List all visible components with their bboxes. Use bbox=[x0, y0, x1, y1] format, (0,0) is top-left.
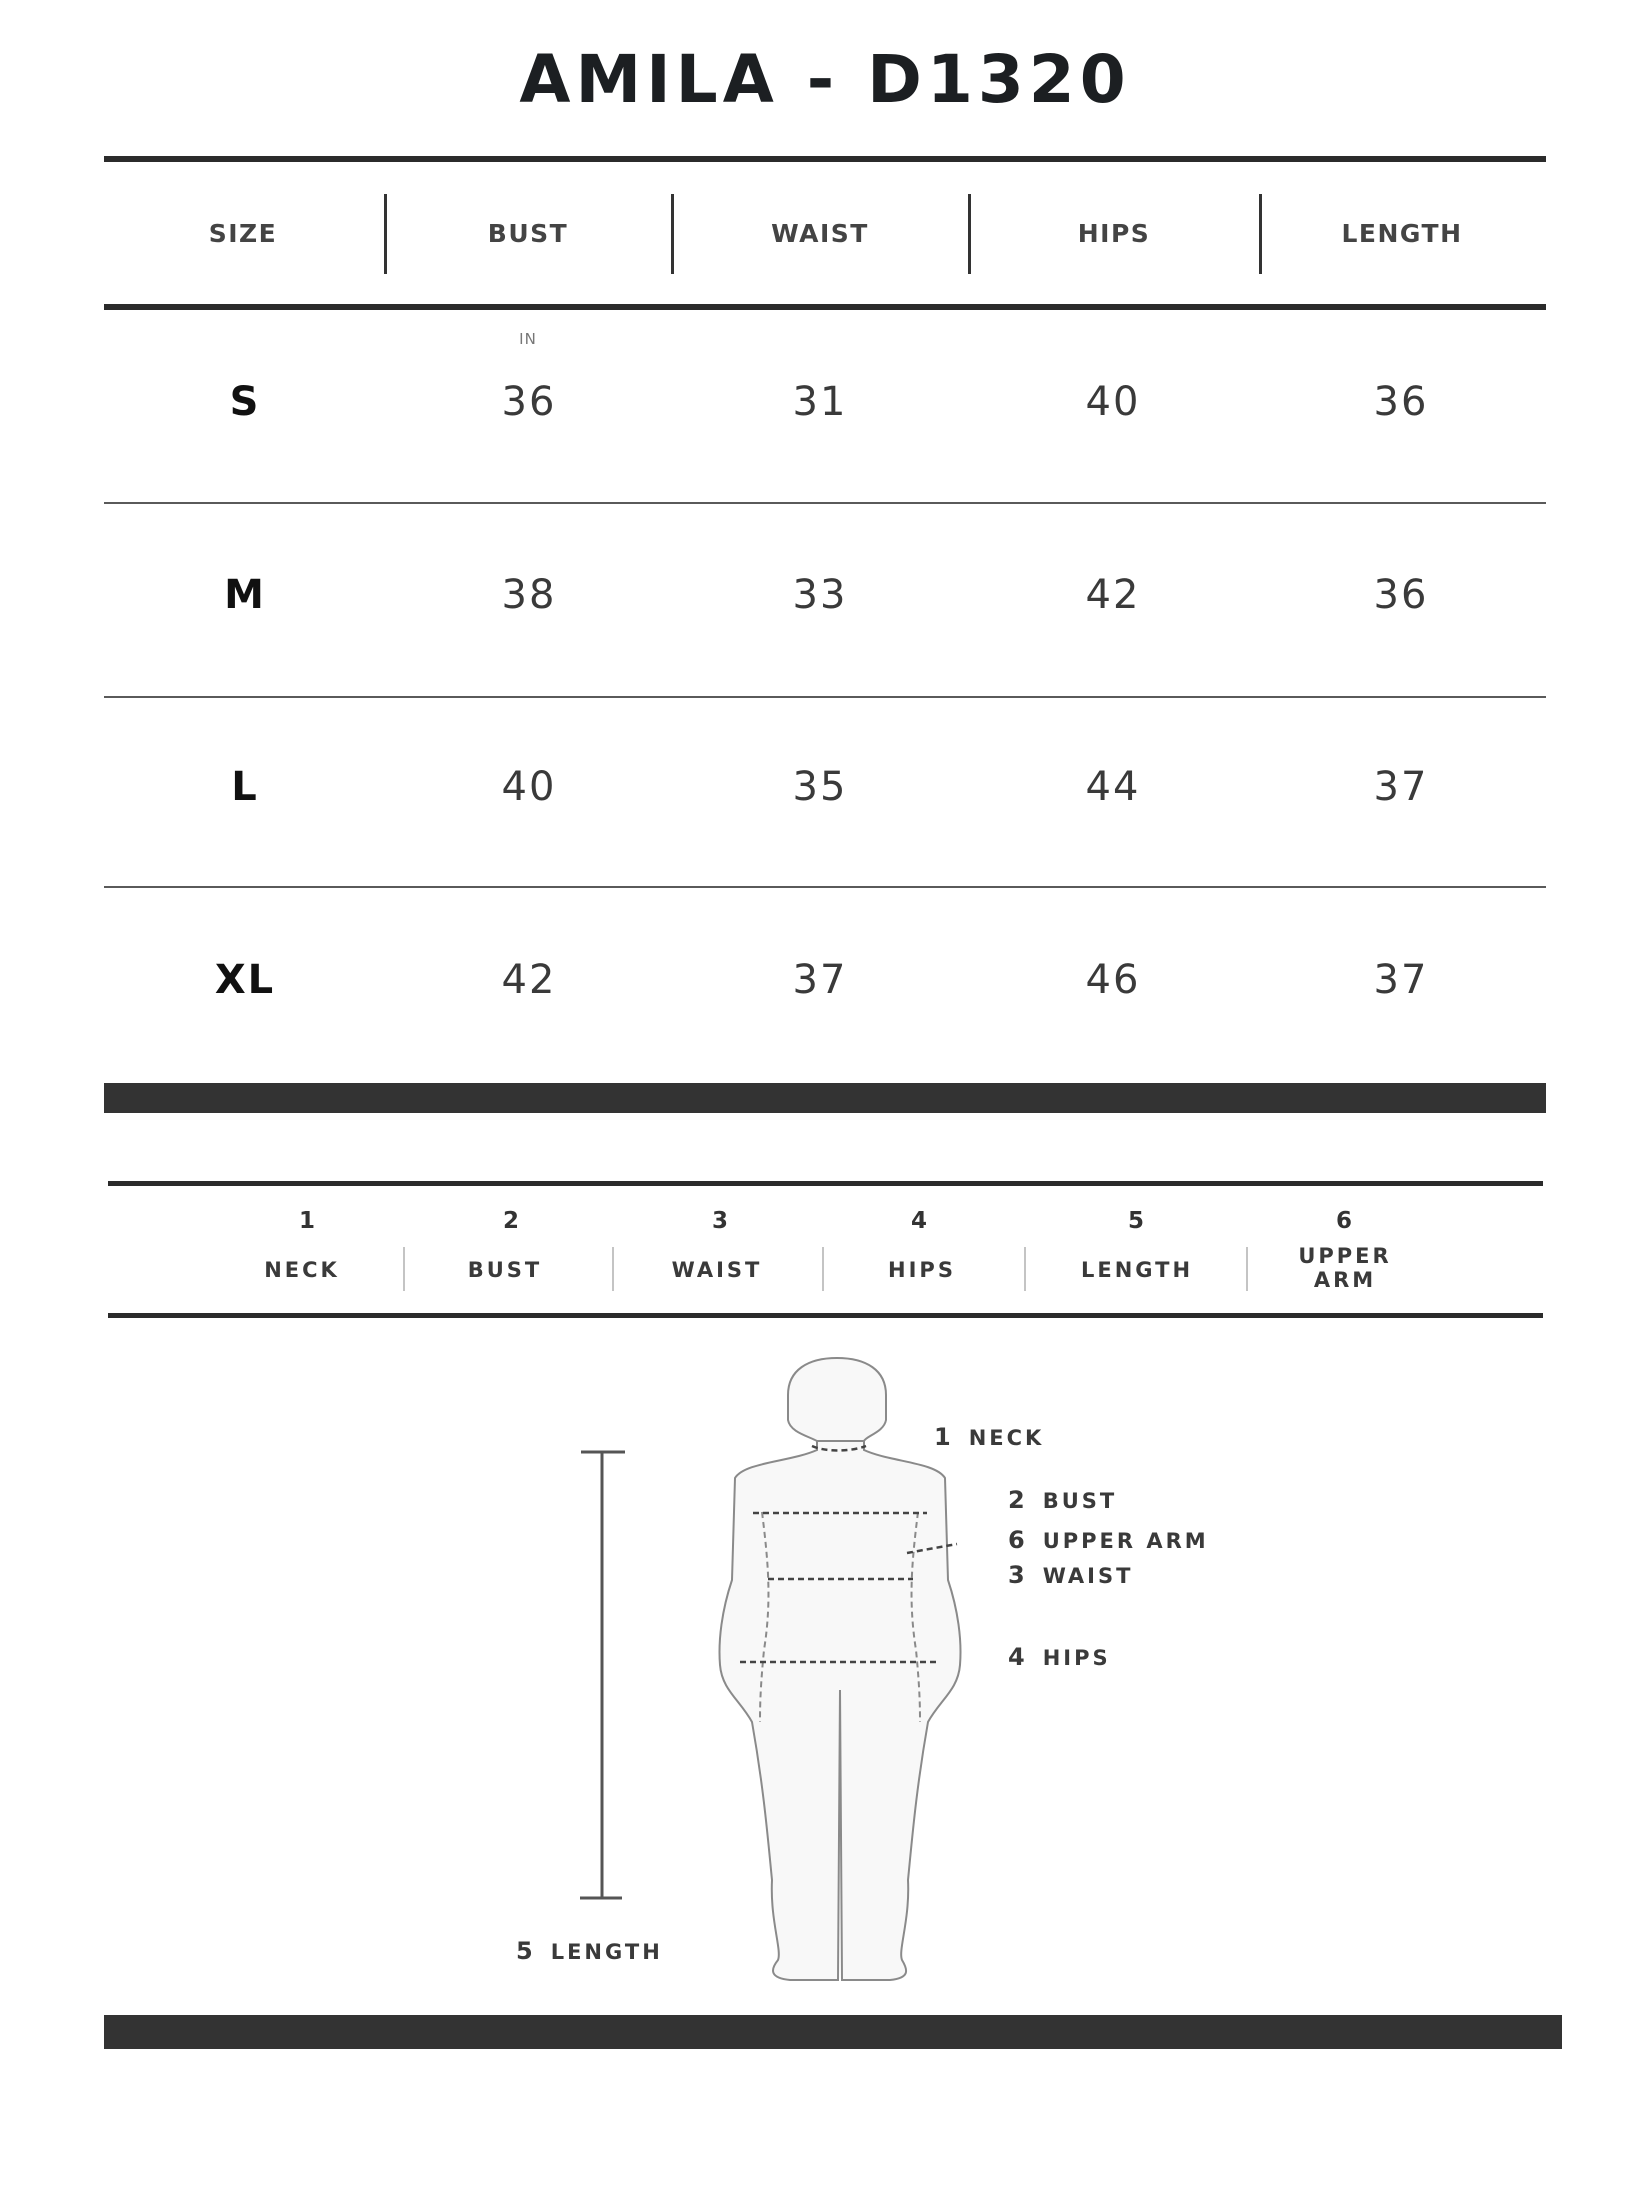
legend-label: NECK bbox=[264, 1258, 340, 1282]
legend-number: 1 bbox=[298, 1208, 316, 1234]
figure-label-waist bbox=[1008, 1561, 1133, 1589]
figure-label-length bbox=[516, 1937, 663, 1965]
legend-number: 6 bbox=[1335, 1208, 1353, 1234]
cell-size: L bbox=[231, 764, 259, 810]
cell-size: M bbox=[224, 572, 266, 618]
chart-title: AMILA - D1320 bbox=[519, 41, 1131, 118]
figure-label-text: UPPER ARM bbox=[1042, 1529, 1209, 1553]
figure-label-neck bbox=[934, 1423, 1044, 1451]
cell-length: 37 bbox=[1373, 764, 1429, 810]
figure-label-number: 6 bbox=[1008, 1526, 1025, 1554]
cell-bust: 40 bbox=[501, 764, 557, 810]
cell-waist: 37 bbox=[792, 957, 848, 1003]
cell-length: 37 bbox=[1373, 957, 1429, 1003]
header-bust: BUST bbox=[487, 219, 569, 248]
legend-label: BUST bbox=[467, 1258, 543, 1282]
figure-label-bust bbox=[1008, 1486, 1117, 1514]
figure-label-text: WAIST bbox=[1042, 1564, 1134, 1588]
legend-label: LENGTH bbox=[1080, 1258, 1194, 1282]
legend-number: 4 bbox=[910, 1208, 928, 1234]
cell-size: XL bbox=[214, 957, 276, 1003]
header-waist: WAIST bbox=[771, 219, 869, 248]
legend-label-line: UPPER bbox=[1298, 1244, 1392, 1268]
cell-waist: 31 bbox=[792, 379, 848, 425]
legend-number: 5 bbox=[1127, 1208, 1145, 1234]
footer-bar bbox=[104, 2015, 1562, 2049]
cell-waist: 35 bbox=[792, 764, 848, 810]
header-length: LENGTH bbox=[1341, 219, 1463, 248]
cell-hips: 40 bbox=[1085, 379, 1141, 425]
legend-number: 3 bbox=[711, 1208, 729, 1234]
cell-bust: 36 bbox=[501, 379, 557, 425]
cell-hips: 44 bbox=[1085, 764, 1141, 810]
cell-bust: 42 bbox=[501, 957, 557, 1003]
figure-label-number: 1 bbox=[934, 1423, 951, 1451]
figure-label-text: HIPS bbox=[1042, 1646, 1111, 1670]
figure-label-text: BUST bbox=[1042, 1489, 1118, 1513]
unit-label: IN bbox=[519, 330, 537, 348]
legend-label: WAIST bbox=[671, 1258, 763, 1282]
cell-bust: 38 bbox=[501, 572, 557, 618]
figure-label-hips bbox=[1008, 1643, 1111, 1671]
figure-label-number: 2 bbox=[1008, 1486, 1025, 1514]
cell-waist: 33 bbox=[792, 572, 848, 618]
figure-label-number: 4 bbox=[1008, 1643, 1025, 1671]
cell-hips: 42 bbox=[1085, 572, 1141, 618]
cell-length: 36 bbox=[1373, 572, 1429, 618]
cell-length: 36 bbox=[1373, 379, 1429, 425]
header-hips: HIPS bbox=[1077, 219, 1151, 248]
body-silhouette-icon bbox=[720, 1358, 961, 1980]
legend-label: HIPS bbox=[888, 1258, 956, 1282]
figure-label-text: NECK bbox=[968, 1426, 1045, 1450]
cell-size: S bbox=[229, 379, 261, 425]
figure-label-upper-arm bbox=[1008, 1526, 1209, 1554]
legend-number: 2 bbox=[502, 1208, 520, 1234]
figure-label-text: LENGTH bbox=[550, 1940, 663, 1964]
length-bar-icon bbox=[580, 1452, 625, 1898]
figure-label-number: 3 bbox=[1008, 1561, 1025, 1589]
header-size: SIZE bbox=[208, 219, 278, 248]
figure-label-number: 5 bbox=[516, 1937, 533, 1965]
legend-label-line: ARM bbox=[1313, 1268, 1377, 1292]
cell-hips: 46 bbox=[1085, 957, 1141, 1003]
